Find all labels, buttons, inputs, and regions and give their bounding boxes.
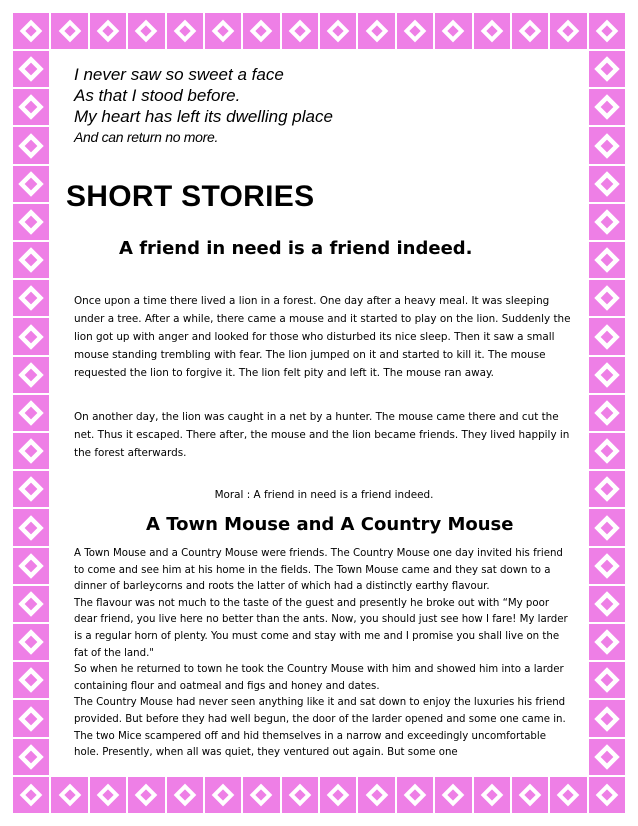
border-tile — [588, 356, 626, 394]
border-tile — [588, 585, 626, 623]
border-tile — [204, 776, 242, 814]
border-tile — [588, 776, 626, 814]
story-paragraph: A Town Mouse and a Country Mouse were friends. The Country Mouse one day invited his friend to come and see him at his home in the fields. The Town Mouse came and they sat down to a dinner of barleycorns and roots the latter of which had a distinctly earthy flavour. The flavour was not much to the taste of the guest and presently he broke out with “My poor dear friend, you live here no better than the ants. Now, you should just see how I fare! My larder is a regular horn of plenty. You must come and stay with me and I promise you shall live on the fat of the land." So when he returned to town he took the Country Mouse with him and showed him into a larder containing flour and oatmeal and figs and honey and dates. The Country Mouse had never seen anything like it and sat down to enjoy the luxuries his friend provided. But before they had well begun, the door of the larder opened and some one came in. The two Mice scampered off and hid themselves in a narrow and exceedingly uncomfortable hole. Presently, when all was quiet, they ventured out again. But some one — [74, 548, 568, 759]
border-tile — [12, 241, 50, 279]
border-tile — [12, 432, 50, 470]
border-tile — [588, 661, 626, 699]
border-tile — [12, 547, 50, 585]
border-tile — [588, 241, 626, 279]
border-tile — [357, 12, 395, 50]
border-tile — [396, 776, 434, 814]
border-tile — [511, 12, 549, 50]
border-tile — [166, 12, 204, 50]
border-tile — [588, 432, 626, 470]
section-title: SHORT STORIES — [66, 180, 315, 213]
border-tile — [473, 12, 511, 50]
border-tile — [127, 776, 165, 814]
border-tile — [588, 126, 626, 164]
border-tile — [12, 50, 50, 88]
border-tile — [204, 12, 242, 50]
border-tile — [12, 203, 50, 241]
border-tile — [127, 12, 165, 50]
border-tile — [166, 776, 204, 814]
border-tile — [588, 699, 626, 737]
poem-line: As that I stood before. — [74, 86, 241, 105]
border-tile — [281, 776, 319, 814]
border-tile — [319, 776, 357, 814]
border-tile — [12, 317, 50, 355]
border-tile — [12, 585, 50, 623]
border-tile — [549, 776, 587, 814]
border-tile — [588, 508, 626, 546]
border-tile — [434, 776, 472, 814]
border-tile — [12, 126, 50, 164]
border-tile — [50, 12, 88, 50]
border-tile — [12, 661, 50, 699]
poem-line: I never saw so sweet a face — [74, 65, 284, 84]
border-tile — [549, 12, 587, 50]
border-tile — [242, 776, 280, 814]
decorative-border-right — [588, 50, 626, 776]
decorative-border-top — [12, 12, 626, 50]
border-tile — [12, 470, 50, 508]
story-title: A friend in need is a friend indeed. — [119, 238, 473, 259]
border-tile — [511, 776, 549, 814]
poem-line: And can return no more. — [74, 129, 219, 145]
border-tile — [588, 317, 626, 355]
border-tile — [12, 279, 50, 317]
border-tile — [588, 88, 626, 126]
border-tile — [357, 776, 395, 814]
border-tile — [473, 776, 511, 814]
border-tile — [588, 12, 626, 50]
border-tile — [89, 776, 127, 814]
border-tile — [588, 279, 626, 317]
border-tile — [588, 165, 626, 203]
border-tile — [12, 88, 50, 126]
border-tile — [588, 470, 626, 508]
decorative-border-left — [12, 50, 50, 776]
border-tile — [12, 394, 50, 432]
border-tile — [588, 547, 626, 585]
border-tile — [12, 165, 50, 203]
story-paragraph: Once upon a time there lived a lion in a forest. One day after a heavy meal. It was sleeping under a tree. After a while, there came a mouse and it started to play on the lion. Suddenly the lion got up with anger and looked for those who disturbed its nice sleep. Then it saw a small mouse standing trembling with fear. The lion jumped on it and started to kill it. The mouse requested the lion to forgive it. The lion felt pity and left it. The mouse ran away. — [74, 295, 571, 379]
border-tile — [12, 699, 50, 737]
story-moral: Moral : A friend in need is a friend indeed. — [214, 489, 434, 501]
border-tile — [281, 12, 319, 50]
border-tile — [588, 203, 626, 241]
border-tile — [588, 394, 626, 432]
border-tile — [12, 776, 50, 814]
border-tile — [12, 508, 50, 546]
story-paragraph: On another day, the lion was caught in a net by a hunter. The mouse came there and cut the net. Thus it escaped. There after, the mouse and the lion became friends. They lived happily in the forest afterwards. — [74, 411, 570, 459]
border-tile — [434, 12, 472, 50]
story-title: A Town Mouse and A Country Mouse — [146, 514, 514, 535]
border-tile — [588, 623, 626, 661]
poem — [74, 64, 574, 148]
border-tile — [12, 356, 50, 394]
border-tile — [588, 50, 626, 88]
border-tile — [12, 12, 50, 50]
border-tile — [396, 12, 434, 50]
border-tile — [89, 12, 127, 50]
border-tile — [242, 12, 280, 50]
border-tile — [12, 738, 50, 776]
border-tile — [319, 12, 357, 50]
poem-line: My heart has left its dwelling place — [74, 107, 333, 126]
decorative-border-bottom — [12, 776, 626, 814]
border-tile — [588, 738, 626, 776]
border-tile — [12, 623, 50, 661]
border-tile — [50, 776, 88, 814]
